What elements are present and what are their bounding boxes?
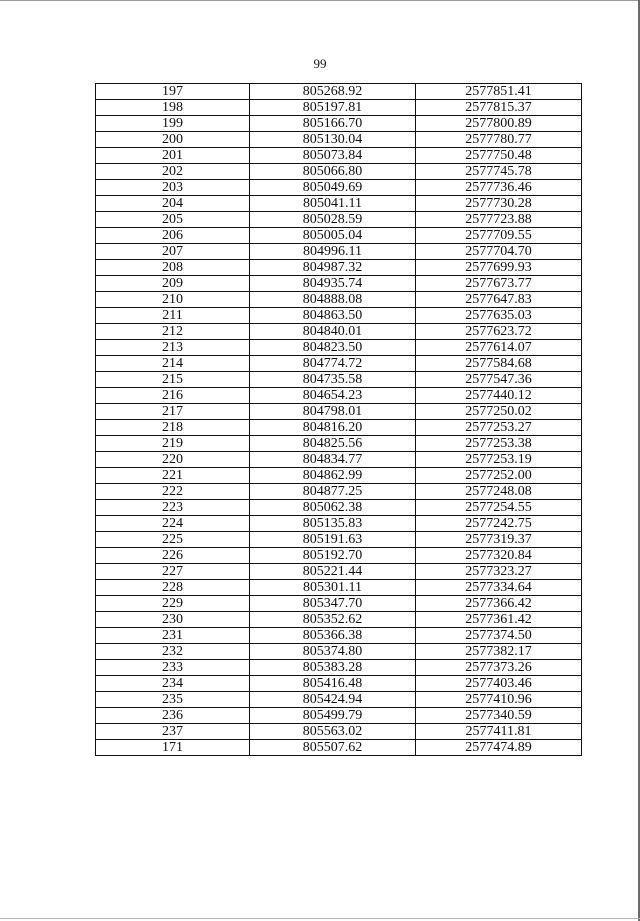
x-coordinate-cell: 804834.77 <box>250 452 416 468</box>
table-row <box>96 260 582 276</box>
point-id-cell: 221 <box>96 468 250 484</box>
table-row <box>96 628 582 644</box>
x-coordinate-cell: 805221.44 <box>250 564 416 580</box>
y-coordinate-cell: 2577699.93 <box>416 260 582 276</box>
y-coordinate-cell: 2577382.17 <box>416 644 582 660</box>
x-coordinate-cell: 805049.69 <box>250 180 416 196</box>
point-id-cell: 214 <box>96 356 250 372</box>
y-coordinate-cell: 2577254.55 <box>416 500 582 516</box>
table-row <box>96 404 582 420</box>
point-id-cell: 223 <box>96 500 250 516</box>
y-coordinate-cell: 2577252.00 <box>416 468 582 484</box>
x-coordinate-cell: 804654.23 <box>250 388 416 404</box>
point-id-cell: 197 <box>96 84 250 100</box>
x-coordinate-cell: 805197.81 <box>250 100 416 116</box>
x-coordinate-cell: 805366.38 <box>250 628 416 644</box>
point-id-cell: 171 <box>96 740 250 756</box>
point-id-cell: 230 <box>96 612 250 628</box>
x-coordinate-cell: 804877.25 <box>250 484 416 500</box>
y-coordinate-cell: 2577623.72 <box>416 324 582 340</box>
x-coordinate-cell: 805563.02 <box>250 724 416 740</box>
table-row <box>96 164 582 180</box>
point-id-cell: 236 <box>96 708 250 724</box>
table-row <box>96 660 582 676</box>
x-coordinate-cell: 804774.72 <box>250 356 416 372</box>
table-row <box>96 644 582 660</box>
y-coordinate-cell: 2577440.12 <box>416 388 582 404</box>
table-row <box>96 420 582 436</box>
point-id-cell: 228 <box>96 580 250 596</box>
point-id-cell: 202 <box>96 164 250 180</box>
x-coordinate-cell: 804825.56 <box>250 436 416 452</box>
x-coordinate-cell: 804935.74 <box>250 276 416 292</box>
point-id-cell: 211 <box>96 308 250 324</box>
x-coordinate-cell: 805192.70 <box>250 548 416 564</box>
x-coordinate-cell: 805028.59 <box>250 212 416 228</box>
x-coordinate-cell: 804987.32 <box>250 260 416 276</box>
point-id-cell: 220 <box>96 452 250 468</box>
x-coordinate-cell: 805135.83 <box>250 516 416 532</box>
x-coordinate-cell: 805352.62 <box>250 612 416 628</box>
y-coordinate-cell: 2577780.77 <box>416 132 582 148</box>
y-coordinate-cell: 2577730.28 <box>416 196 582 212</box>
x-coordinate-cell: 805347.70 <box>250 596 416 612</box>
y-coordinate-cell: 2577366.42 <box>416 596 582 612</box>
table-row <box>96 500 582 516</box>
y-coordinate-cell: 2577248.08 <box>416 484 582 500</box>
table-row <box>96 244 582 260</box>
page-number: 99 <box>313 56 327 71</box>
table-row <box>96 484 582 500</box>
table-row <box>96 180 582 196</box>
y-coordinate-cell: 2577242.75 <box>416 516 582 532</box>
point-id-cell: 199 <box>96 116 250 132</box>
point-id-cell: 222 <box>96 484 250 500</box>
point-id-cell: 226 <box>96 548 250 564</box>
y-coordinate-cell: 2577411.81 <box>416 724 582 740</box>
point-id-cell: 237 <box>96 724 250 740</box>
table-row <box>96 324 582 340</box>
point-id-cell: 225 <box>96 532 250 548</box>
table-row <box>96 388 582 404</box>
x-coordinate-cell: 805301.11 <box>250 580 416 596</box>
x-coordinate-cell: 805041.11 <box>250 196 416 212</box>
y-coordinate-cell: 2577253.27 <box>416 420 582 436</box>
x-coordinate-cell: 804863.50 <box>250 308 416 324</box>
x-coordinate-cell: 804823.50 <box>250 340 416 356</box>
y-coordinate-cell: 2577673.77 <box>416 276 582 292</box>
coordinates-table-body <box>96 84 582 756</box>
scan-edge-bottom <box>0 918 640 919</box>
x-coordinate-cell: 804840.01 <box>250 324 416 340</box>
point-id-cell: 229 <box>96 596 250 612</box>
table-row <box>96 436 582 452</box>
x-coordinate-cell: 805507.62 <box>250 740 416 756</box>
table-row <box>96 212 582 228</box>
point-id-cell: 233 <box>96 660 250 676</box>
table-row <box>96 692 582 708</box>
point-id-cell: 224 <box>96 516 250 532</box>
y-coordinate-cell: 2577373.26 <box>416 660 582 676</box>
y-coordinate-cell: 2577584.68 <box>416 356 582 372</box>
y-coordinate-cell: 2577709.55 <box>416 228 582 244</box>
table-row <box>96 340 582 356</box>
table-row <box>96 116 582 132</box>
y-coordinate-cell: 2577250.02 <box>416 404 582 420</box>
x-coordinate-cell: 804862.99 <box>250 468 416 484</box>
y-coordinate-cell: 2577361.42 <box>416 612 582 628</box>
y-coordinate-cell: 2577851.41 <box>416 84 582 100</box>
y-coordinate-cell: 2577474.89 <box>416 740 582 756</box>
x-coordinate-cell: 804996.11 <box>250 244 416 260</box>
point-id-cell: 218 <box>96 420 250 436</box>
y-coordinate-cell: 2577614.07 <box>416 340 582 356</box>
y-coordinate-cell: 2577547.36 <box>416 372 582 388</box>
table-row <box>96 148 582 164</box>
table-row <box>96 196 582 212</box>
y-coordinate-cell: 2577319.37 <box>416 532 582 548</box>
x-coordinate-cell: 805268.92 <box>250 84 416 100</box>
y-coordinate-cell: 2577647.83 <box>416 292 582 308</box>
point-id-cell: 206 <box>96 228 250 244</box>
point-id-cell: 216 <box>96 388 250 404</box>
table-row <box>96 308 582 324</box>
point-id-cell: 209 <box>96 276 250 292</box>
x-coordinate-cell: 805374.80 <box>250 644 416 660</box>
table-row <box>96 84 582 100</box>
x-coordinate-cell: 805499.79 <box>250 708 416 724</box>
table-row <box>96 548 582 564</box>
point-id-cell: 210 <box>96 292 250 308</box>
y-coordinate-cell: 2577800.89 <box>416 116 582 132</box>
point-id-cell: 234 <box>96 676 250 692</box>
table-row <box>96 612 582 628</box>
point-id-cell: 200 <box>96 132 250 148</box>
y-coordinate-cell: 2577340.59 <box>416 708 582 724</box>
point-id-cell: 198 <box>96 100 250 116</box>
point-id-cell: 208 <box>96 260 250 276</box>
scan-edge-top <box>0 0 640 1</box>
y-coordinate-cell: 2577253.19 <box>416 452 582 468</box>
x-coordinate-cell: 805130.04 <box>250 132 416 148</box>
table-row <box>96 452 582 468</box>
y-coordinate-cell: 2577323.27 <box>416 564 582 580</box>
point-id-cell: 219 <box>96 436 250 452</box>
table-row <box>96 468 582 484</box>
y-coordinate-cell: 2577750.48 <box>416 148 582 164</box>
point-id-cell: 205 <box>96 212 250 228</box>
y-coordinate-cell: 2577253.38 <box>416 436 582 452</box>
coordinates-table <box>95 83 582 756</box>
y-coordinate-cell: 2577815.37 <box>416 100 582 116</box>
x-coordinate-cell: 805424.94 <box>250 692 416 708</box>
table-row <box>96 100 582 116</box>
table-row <box>96 372 582 388</box>
x-coordinate-cell: 805005.04 <box>250 228 416 244</box>
x-coordinate-cell: 804798.01 <box>250 404 416 420</box>
y-coordinate-cell: 2577334.64 <box>416 580 582 596</box>
table-row <box>96 740 582 756</box>
x-coordinate-cell: 804735.58 <box>250 372 416 388</box>
x-coordinate-cell: 805062.38 <box>250 500 416 516</box>
x-coordinate-cell: 805383.28 <box>250 660 416 676</box>
x-coordinate-cell: 805191.63 <box>250 532 416 548</box>
table-row <box>96 228 582 244</box>
point-id-cell: 213 <box>96 340 250 356</box>
y-coordinate-cell: 2577635.03 <box>416 308 582 324</box>
y-coordinate-cell: 2577374.50 <box>416 628 582 644</box>
y-coordinate-cell: 2577745.78 <box>416 164 582 180</box>
x-coordinate-cell: 804888.08 <box>250 292 416 308</box>
table-row <box>96 356 582 372</box>
point-id-cell: 227 <box>96 564 250 580</box>
y-coordinate-cell: 2577704.70 <box>416 244 582 260</box>
table-row <box>96 516 582 532</box>
table-row <box>96 532 582 548</box>
table-row <box>96 564 582 580</box>
y-coordinate-cell: 2577320.84 <box>416 548 582 564</box>
table-row <box>96 708 582 724</box>
point-id-cell: 201 <box>96 148 250 164</box>
y-coordinate-cell: 2577410.96 <box>416 692 582 708</box>
table-row <box>96 724 582 740</box>
table-row <box>96 276 582 292</box>
x-coordinate-cell: 805073.84 <box>250 148 416 164</box>
table-row <box>96 132 582 148</box>
x-coordinate-cell: 805416.48 <box>250 676 416 692</box>
y-coordinate-cell: 2577403.46 <box>416 676 582 692</box>
y-coordinate-cell: 2577723.88 <box>416 212 582 228</box>
point-id-cell: 217 <box>96 404 250 420</box>
point-id-cell: 207 <box>96 244 250 260</box>
x-coordinate-cell: 805066.80 <box>250 164 416 180</box>
point-id-cell: 212 <box>96 324 250 340</box>
table-row <box>96 292 582 308</box>
table-row <box>96 596 582 612</box>
x-coordinate-cell: 804816.20 <box>250 420 416 436</box>
point-id-cell: 232 <box>96 644 250 660</box>
point-id-cell: 235 <box>96 692 250 708</box>
point-id-cell: 203 <box>96 180 250 196</box>
table-row <box>96 580 582 596</box>
point-id-cell: 204 <box>96 196 250 212</box>
y-coordinate-cell: 2577736.46 <box>416 180 582 196</box>
x-coordinate-cell: 805166.70 <box>250 116 416 132</box>
point-id-cell: 215 <box>96 372 250 388</box>
table-row <box>96 676 582 692</box>
point-id-cell: 231 <box>96 628 250 644</box>
